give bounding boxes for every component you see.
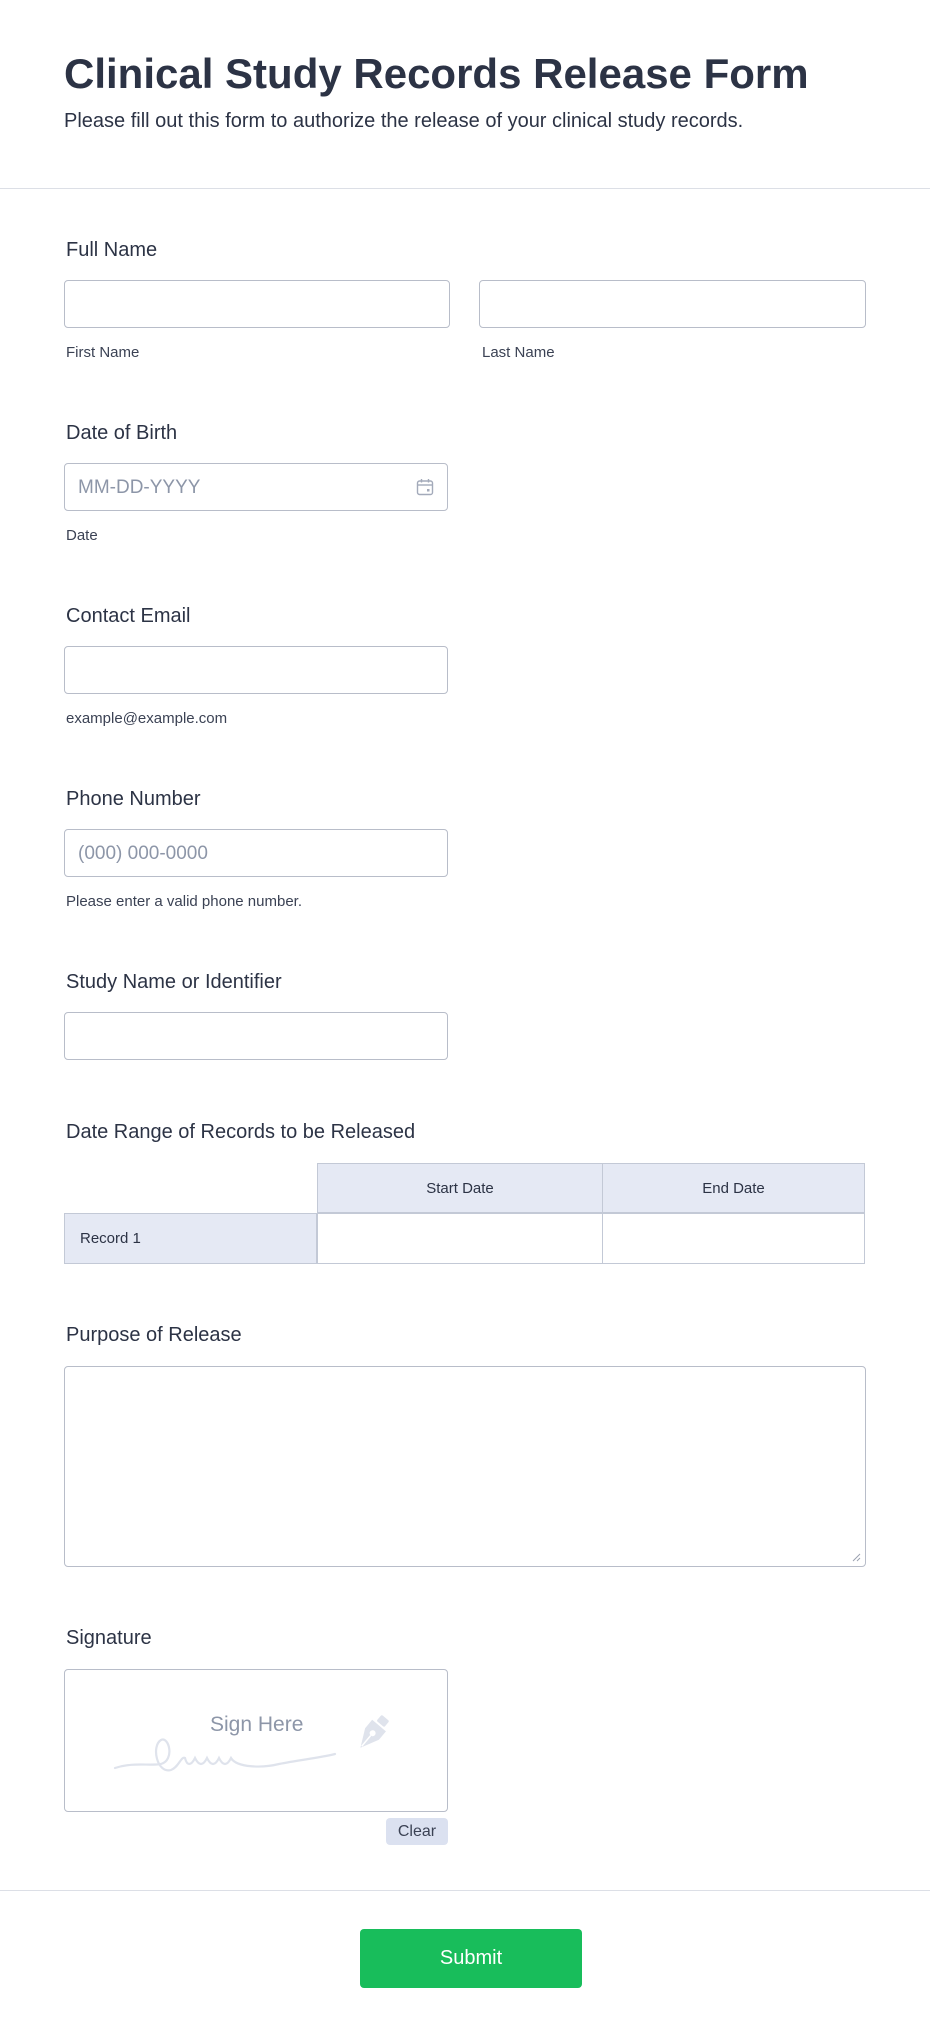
sign-here-text: Sign Here — [210, 1713, 304, 1736]
email-sublabel: example@example.com — [66, 710, 228, 727]
last-name-sublabel: Last Name — [482, 344, 555, 361]
signature-squiggle — [113, 1732, 338, 1777]
submit-button[interactable]: Submit — [360, 1929, 582, 1988]
form-title: Clinical Study Records Release Form — [64, 50, 809, 97]
dob-label: Date of Birth — [66, 422, 178, 444]
study-input[interactable] — [64, 1012, 448, 1060]
end-date-header: End Date — [602, 1163, 865, 1213]
phone-input[interactable] — [64, 829, 448, 877]
dob-placeholder: MM-DD-YYYY — [78, 477, 201, 498]
phone-label: Phone Number — [66, 788, 201, 810]
start-date-header: Start Date — [317, 1163, 603, 1213]
signature-label: Signature — [66, 1627, 152, 1649]
footer-divider — [0, 1890, 930, 1891]
date-range-table — [64, 1163, 865, 1264]
dob-sublabel: Date — [66, 527, 98, 544]
date-range-label: Date Range of Records to be Released — [66, 1121, 416, 1143]
last-name-input[interactable] — [479, 280, 866, 328]
form-subtitle: Please fill out this form to authorize the release of your clinical study records. — [64, 110, 744, 132]
purpose-label: Purpose of Release — [66, 1324, 242, 1346]
first-name-sublabel: First Name — [66, 344, 140, 361]
pen-icon — [348, 1710, 396, 1758]
clear-signature-button[interactable]: Clear — [386, 1818, 448, 1845]
full-name-label: Full Name — [66, 239, 158, 261]
email-label: Contact Email — [66, 605, 191, 627]
form-header — [0, 0, 930, 189]
phone-sublabel: Please enter a valid phone number. — [66, 893, 302, 910]
first-name-input[interactable] — [64, 280, 450, 328]
signature-pad[interactable] — [64, 1669, 448, 1812]
record-1-end-date-cell[interactable] — [602, 1213, 865, 1264]
record-1-start-date-cell[interactable] — [317, 1213, 603, 1264]
calendar-icon[interactable] — [416, 478, 434, 496]
email-input[interactable] — [64, 646, 448, 694]
resize-handle-icon[interactable] — [851, 1552, 861, 1562]
dob-input[interactable] — [64, 463, 448, 511]
study-label: Study Name or Identifier — [66, 971, 282, 993]
phone-placeholder: (000) 000-0000 — [78, 843, 208, 864]
record-row-header: Record 1 — [64, 1213, 317, 1264]
purpose-textarea[interactable] — [64, 1366, 866, 1567]
